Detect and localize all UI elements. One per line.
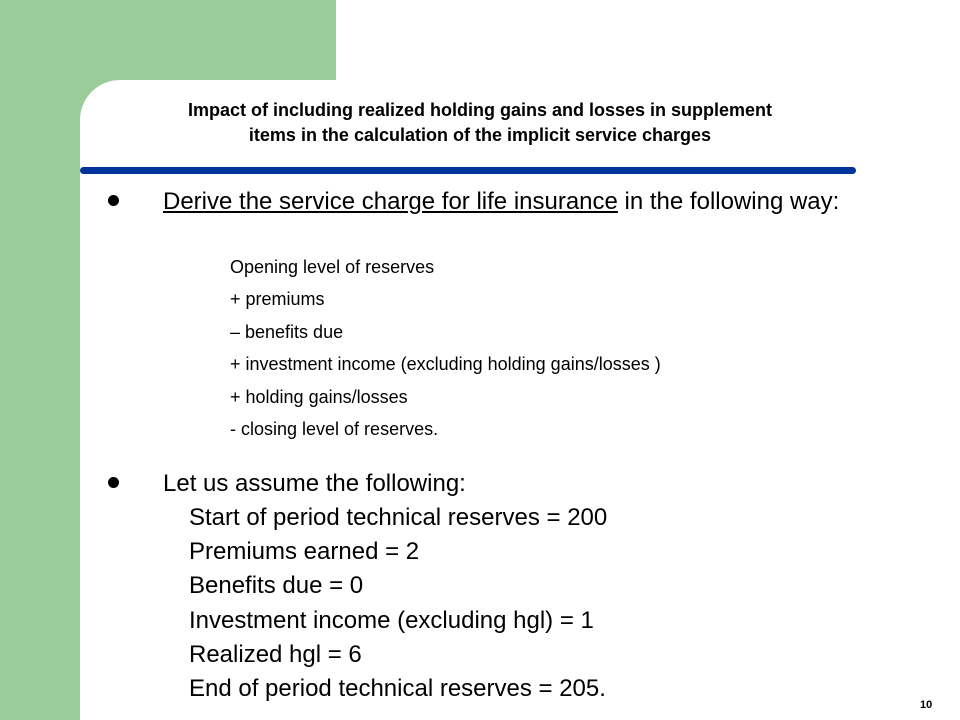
formula-item: – benefits due bbox=[230, 321, 344, 342]
formula-item: + premiums bbox=[230, 289, 325, 310]
assumption-item: Premiums earned = 2 bbox=[189, 538, 420, 566]
formula-item: + holding gains/losses bbox=[230, 386, 408, 407]
bullet-assumptions bbox=[102, 469, 466, 498]
slide-title-line-1: Impact of including realized holding gains and losses in supplement bbox=[187, 100, 773, 120]
title-rule bbox=[80, 167, 856, 174]
slide-title bbox=[96, 98, 864, 148]
bullet-assumptions-text: Let us assume the following: bbox=[163, 470, 466, 497]
assumptions-list bbox=[189, 503, 607, 708]
bullet-underlined-text: Derive the service charge for life insurance bbox=[163, 188, 618, 215]
decor-green-sidebar bbox=[0, 0, 80, 720]
assumption-item: Start of period technical reserves = 200 bbox=[189, 504, 608, 531]
slide-title-line-2: items in the calculation of the implicit service charges bbox=[248, 125, 712, 145]
assumption-item: Realized hgl = 6 bbox=[189, 640, 362, 668]
assumption-item: Investment income (excluding hgl) = 1 bbox=[189, 606, 594, 634]
assumption-item: Benefits due = 0 bbox=[189, 572, 364, 600]
bullet-dot-icon bbox=[108, 477, 119, 488]
bullet-derive-service-charge bbox=[102, 187, 922, 216]
formula-item: Opening level of reserves bbox=[230, 257, 435, 277]
formula-list bbox=[230, 254, 661, 448]
bullet-rest-text: in the following way: bbox=[617, 188, 840, 215]
formula-item: + investment income (excluding holding gains/losses ) bbox=[230, 354, 661, 375]
assumption-item: End of period technical reserves = 205. bbox=[189, 674, 606, 702]
bullet-dot-icon bbox=[108, 195, 119, 206]
formula-item: - closing level of reserves. bbox=[230, 418, 439, 439]
page-number: 10 bbox=[920, 699, 933, 711]
